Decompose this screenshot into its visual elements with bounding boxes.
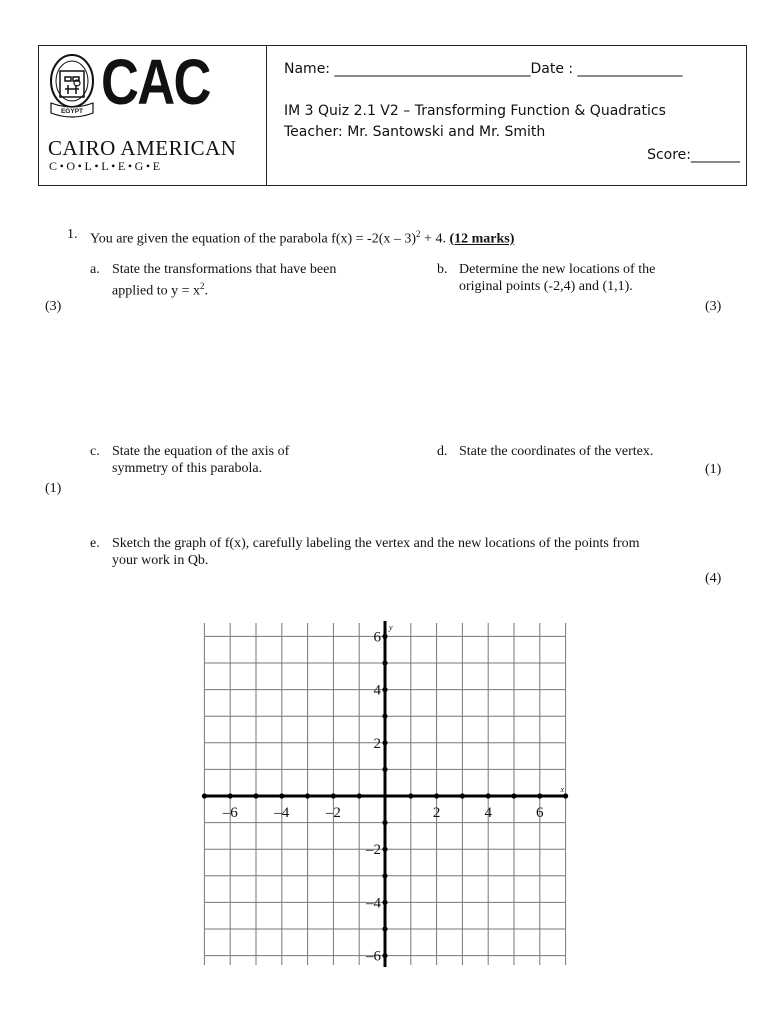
part-d-marks: (1) (705, 462, 722, 477)
y-tick-label: –4 (366, 895, 381, 912)
part-b-letter: b. (437, 262, 448, 277)
part-a-marks: (3) (45, 299, 62, 314)
part-e-text (112, 535, 640, 569)
x-axis-tick (511, 793, 516, 798)
x-axis-tick (486, 793, 491, 798)
question-1-text: You are given the equation of the parabola f(x) = -2(x – 3) (90, 231, 417, 247)
part-b-marks: (3) (705, 299, 722, 314)
x-tick-label: –2 (325, 805, 341, 821)
y-tick-label: 4 (373, 682, 381, 699)
question-1-number: 1. (67, 227, 78, 242)
part-c-marks: (1) (45, 481, 62, 496)
part-b-text (459, 261, 655, 295)
y-axis-tick (382, 847, 387, 852)
coordinate-grid[interactable] (200, 618, 570, 970)
logo-cac-text: CAC (101, 46, 210, 118)
x-axis-tick (202, 793, 207, 798)
x-tick-label: –4 (274, 805, 290, 821)
y-axis-label: y (389, 623, 393, 632)
x-axis-label: x (560, 785, 564, 794)
part-a-text (112, 261, 336, 300)
x-tick-label: –6 (222, 805, 238, 821)
y-axis-tick (382, 926, 387, 931)
y-axis-tick (382, 820, 387, 825)
part-e-line1: Sketch the graph of f(x), carefully labeling the vertex and the new locations of the points from (112, 536, 640, 551)
x-axis-tick (279, 793, 284, 798)
part-e-letter: e. (90, 536, 100, 551)
x-tick-label: 2 (432, 805, 441, 821)
y-axis-tick (382, 740, 387, 745)
score-field[interactable]: Score:_______ (647, 147, 740, 163)
part-d-text: State the coordinates of the vertex. (459, 444, 654, 459)
part-a-letter: a. (90, 262, 100, 277)
part-c-text (112, 443, 289, 477)
part-b-line2: original points (-2,4) and (1,1). (459, 279, 633, 294)
x-axis-tick (408, 793, 413, 798)
question-1-text-end: + 4. (420, 231, 450, 247)
y-axis-tick (382, 767, 387, 772)
part-d-letter: d. (437, 444, 448, 459)
school-seal-icon (49, 53, 95, 127)
part-b-line1: Determine the new locations of the (459, 262, 656, 277)
part-a-line1: State the transformations that have been (112, 262, 337, 277)
quiz-title: IM 3 Quiz 2.1 V2 – Transforming Function & Quadratics (284, 103, 666, 119)
logo-school-name: CAIRO AMERICAN (48, 136, 237, 160)
y-axis-tick (382, 714, 387, 719)
y-tick-label: –2 (366, 842, 381, 859)
x-axis-tick (228, 793, 233, 798)
y-tick-label: 6 (373, 629, 381, 646)
y-axis-tick (382, 634, 387, 639)
logo-college-text: C•O•L•L•E•G•E (49, 159, 163, 173)
x-axis-tick (357, 793, 362, 798)
part-c-line2: symmetry of this parabola. (112, 461, 263, 476)
x-axis-tick (253, 793, 258, 798)
y-axis-tick (382, 900, 387, 905)
y-axis-tick (382, 953, 387, 958)
question-1-stem (90, 226, 514, 248)
question-1-total-marks: (12 marks) (449, 231, 515, 247)
y-axis-tick (382, 660, 387, 665)
x-axis-tick (331, 793, 336, 798)
part-c-letter: c. (90, 444, 100, 459)
name-date-field[interactable]: Name: ____________________________Date : _______________ (284, 61, 683, 77)
seal-country-text: EGYPT (60, 108, 84, 115)
school-logo (39, 46, 266, 185)
y-axis-tick (382, 687, 387, 692)
part-e-marks: (4) (705, 571, 722, 586)
y-tick-label: 2 (373, 735, 381, 752)
part-e-line2: your work in Qb. (112, 553, 209, 568)
x-axis-tick (460, 793, 465, 798)
y-axis-tick (382, 873, 387, 878)
part-c-line1: State the equation of the axis of (112, 444, 290, 459)
part-a-line2: applied to $y = x^2$. (112, 281, 208, 299)
quiz-header (38, 45, 747, 186)
x-axis-tick (434, 793, 439, 798)
question-1-exponent: 2 (416, 229, 421, 239)
x-axis-tick (537, 793, 542, 798)
student-info (267, 46, 746, 185)
teacher-line: Teacher: Mr. Santowski and Mr. Smith (284, 124, 546, 140)
y-tick-label: –6 (366, 948, 381, 965)
x-tick-label: 6 (536, 805, 544, 821)
x-tick-label: 4 (484, 805, 492, 821)
x-axis-tick (305, 793, 310, 798)
x-axis-tick (563, 793, 568, 798)
